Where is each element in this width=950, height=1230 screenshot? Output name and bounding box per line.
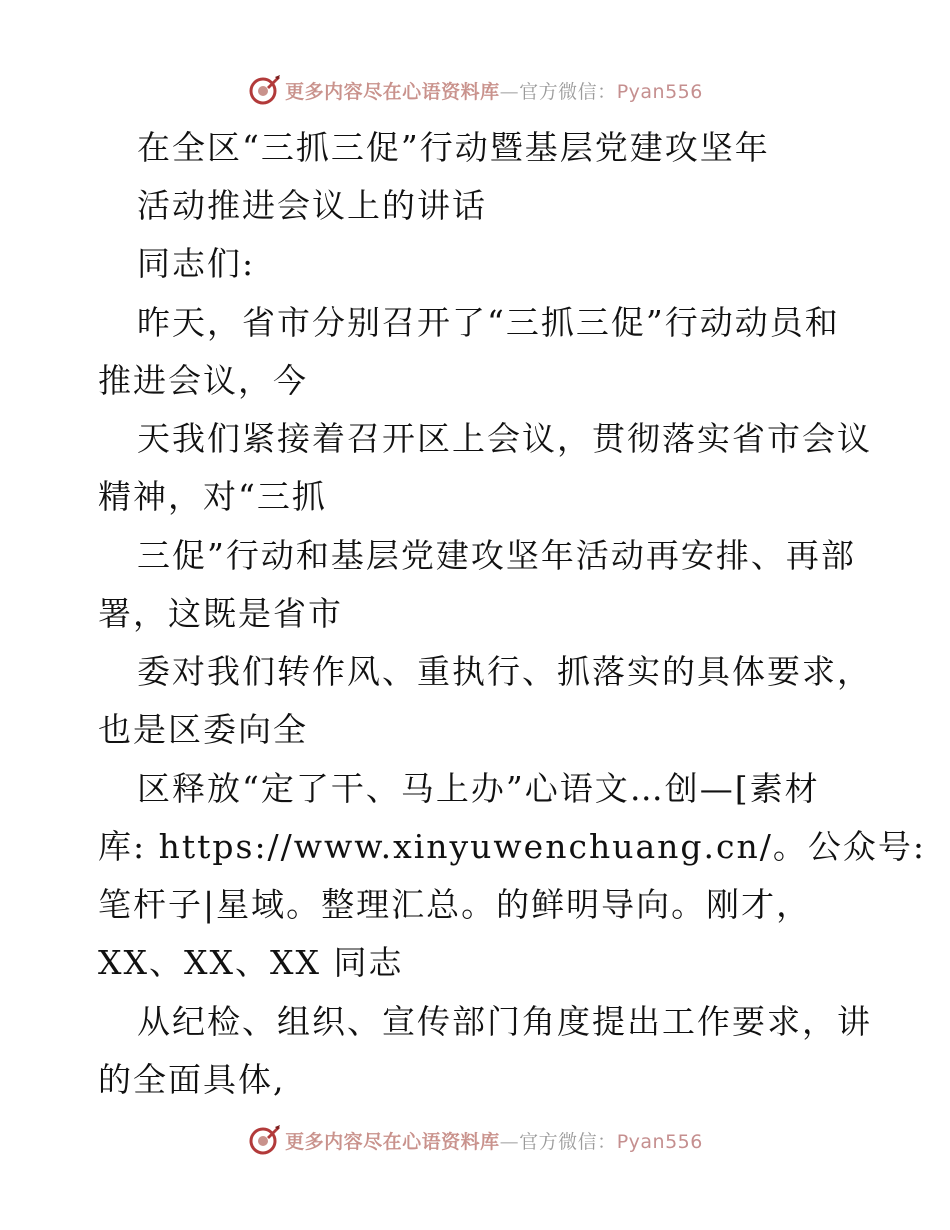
- body-line: 三促”行动和基层党建攻坚年活动再安排、再部: [137, 536, 856, 575]
- banner-main-text: 更多内容尽在心语资料库: [285, 80, 500, 103]
- body-line: 的全面具体,: [98, 1060, 286, 1099]
- body-line: 天我们紧接着召开区上会议，贯彻落实省市会议: [137, 419, 872, 458]
- body-line: 笔杆子|星域。整理汇总。的鲜明导向。刚才，: [98, 885, 812, 924]
- body-line: 从纪检、组织、宣传部门角度提出工作要求，讲: [137, 1002, 872, 1041]
- header-watermark: [0, 70, 950, 110]
- banner-wechat-id: Pyan556: [616, 80, 703, 103]
- banner-wechat-label: 官方微信：: [519, 80, 617, 103]
- banner-wechat-label: 官方微信：: [519, 1130, 617, 1153]
- body-line: 委对我们转作风、重执行、抓落实的具体要求，: [137, 652, 872, 691]
- doc-title-line-2: 活动推进会议上的讲话: [137, 186, 487, 225]
- doc-title-line-1: 在全区“三抓三促”行动暨基层党建攻坚年: [137, 128, 770, 167]
- body-line: XX、XX、XX 同志: [98, 943, 404, 982]
- banner-separator: —: [499, 80, 520, 103]
- body-line: 也是区委向全: [98, 710, 308, 749]
- body-line: 精神，对“三抓: [98, 477, 327, 516]
- footer-watermark: [0, 1120, 950, 1160]
- brand-logo-icon: [247, 1123, 281, 1157]
- body-line: 库: https://www.xinyuwenchuang.cn/。公众号:: [98, 827, 926, 866]
- banner-separator: —: [499, 1130, 520, 1153]
- banner-main-text: 更多内容尽在心语资料库: [285, 1130, 500, 1153]
- banner-wechat-id: Pyan556: [616, 1130, 703, 1153]
- brand-logo-icon: [247, 73, 281, 107]
- body-line: 推进会议，今: [98, 361, 308, 400]
- salutation: 同志们:: [137, 244, 256, 283]
- body-line: 区释放“定了干、马上办”心语文…创—[素材: [137, 769, 820, 808]
- body-line: 昨天，省市分别召开了“三抓三促”行动动员和: [137, 303, 840, 342]
- body-line: 署，这既是省市: [98, 594, 343, 633]
